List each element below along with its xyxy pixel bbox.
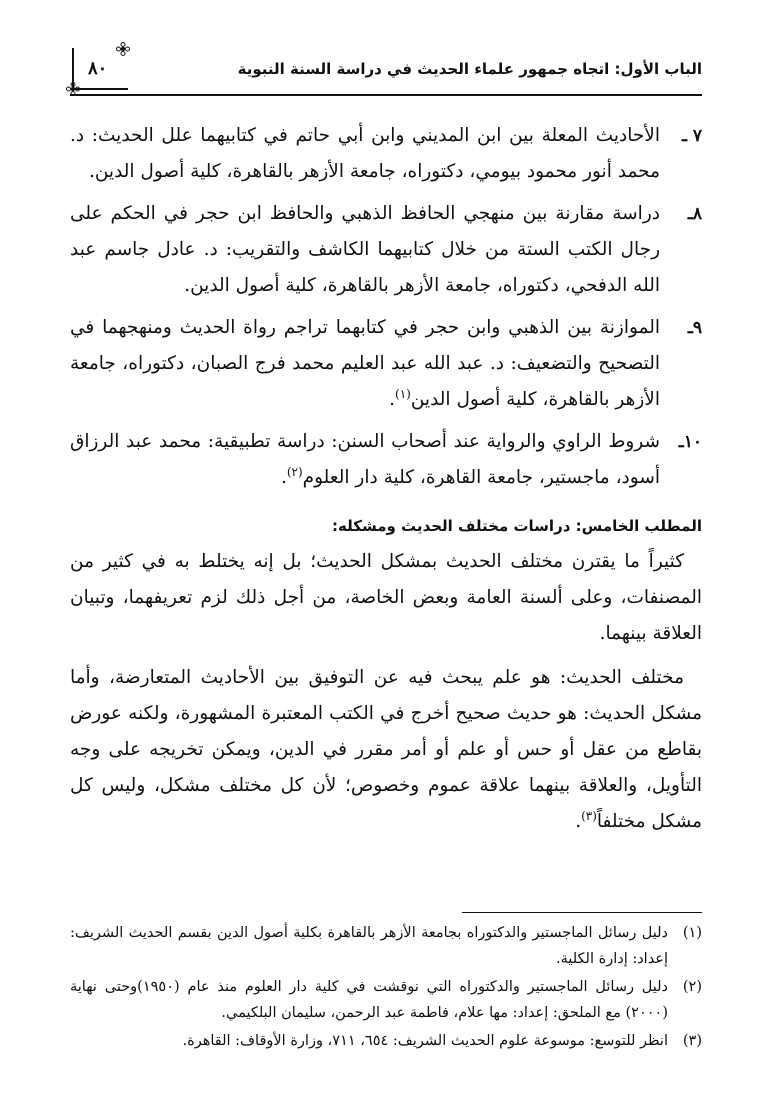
footnote-number: (١)	[682, 925, 702, 941]
main-content	[70, 118, 702, 848]
running-title: الباب الأول: اتجاه جمهور علماء الحديث في دراسة السنة النبوية	[237, 60, 702, 78]
paragraph-text: كثيراً ما يقترن مختلف الحديث بمشكل الحديث؛ بل إنه يختلط به في كثير من المصنفات، وعلى ألسنة العامة وبعض الخاصة، من أجل ذلك لزم تعريفهما، وتبيان العلاقة بينهما.	[70, 551, 702, 644]
footnotes	[70, 920, 702, 1056]
footnote-text: انظر للتوسع: موسوعة علوم الحديث الشريف: ٦٥٤، ٧١١، وزارة الأوقاف: القاهرة.	[182, 1033, 668, 1049]
footnote-divider	[462, 912, 702, 913]
list-item-text: الأحاديث المعلة بين ابن المديني وابن أبي حاتم في كتابيهما علل الحديث: د. محمد أنور محمود بيومي، دكتوراه، جامعة الأزهر بالقاهرة، كلية أصول الدين.	[70, 125, 660, 182]
list-item-number: ١٠ـ	[678, 432, 702, 452]
footnote	[70, 920, 702, 972]
footnote	[70, 1028, 702, 1054]
section-heading: المطلب الخامس: دراسات مختلف الحديث ومشكله:	[332, 517, 702, 535]
footnote-reference: (١)	[395, 386, 411, 401]
list-item	[70, 196, 702, 304]
list-item-text: دراسة مقارنة بين منهجي الحافظ الذهبي والحافظ ابن حجر في الحكم على رجال الكتب الستة من خلال كتابيهما الكاشف والتقريب: د. عادل جاسم عبد الله الدفحي، دكتوراه، جامعة الأزهر بالقاهرة، كلية أصول الدين.	[70, 203, 660, 296]
list-item	[70, 118, 702, 190]
list-item-number: ٩ـ	[687, 318, 702, 338]
page-number-frame	[72, 48, 128, 90]
footnote-number: (٣)	[682, 1033, 702, 1049]
footnote	[70, 974, 702, 1026]
list-item	[70, 310, 702, 418]
list-item-text: الموازنة بين الذهبي وابن حجر في كتابهما تراجم رواة الحديث ومنهجهما في التصحيح والتضعيف: د. عبد الله عبد العليم محمد فرج الصبان، دكتوراه، جامعة الأزهر بالقاهرة، كلية أصول الدين	[70, 317, 660, 410]
flower-ornament-icon	[66, 82, 80, 96]
list-item-text: شروط الراوي والرواية عند أصحاب السنن: دراسة تطبيقية: محمد عبد الرزاق أسود، ماجستير، جامعة القاهرة، كلية دار العلوم	[70, 431, 660, 488]
sentence-end: .	[575, 811, 582, 832]
flower-ornament-icon	[116, 42, 130, 56]
list-item-number: ٨ـ	[687, 204, 702, 224]
page-number: ٨٠	[88, 58, 108, 79]
footnote-number: (٢)	[682, 979, 702, 995]
list-item-number: ٧ ـ	[681, 126, 702, 146]
body-paragraph	[70, 660, 702, 840]
footnote-text: دليل رسائل الماجستير والدكتوراه التي نوقشت في كلية دار العلوم منذ عام (١٩٥٠)وحتى نهاية (٢٠٠٠) مع الملحق: إعداد: مها علام، فاطمة عبد الرحمن، سليمان البلكيمي.	[70, 979, 669, 1021]
footnote-text: دليل رسائل الماجستير والدكتوراه بجامعة الأزهر بالقاهرة بكلية أصول الدين بقسم الحديث الشريف: إعداد: إدارة الكلية.	[70, 925, 668, 967]
sentence-end: .	[389, 389, 396, 410]
page-header	[70, 48, 702, 96]
sentence-end: .	[280, 467, 287, 488]
paragraph-text: مختلف الحديث: هو علم يبحث فيه عن التوفيق بين الأحاديث المتعارضة، وأما مشكل الحديث: هو حديث صحيح أخرج في الكتب المعتبرة المشهورة، ولكنه عورض بقاطع من عقل أو حس أو علم أو أمر مقرر في الدين، ويمكن تخريجه على وجه التأويل، والعلاقة بينهما علاقة عموم وخصوص؛ لأن كل مختلف مشكل، وليس كل مشكل مختلفاً	[70, 667, 702, 832]
list-item	[70, 424, 702, 496]
body-paragraph	[70, 544, 702, 652]
footnote-reference: (٢)	[286, 464, 303, 479]
footnote-reference: (٣)	[581, 808, 597, 823]
